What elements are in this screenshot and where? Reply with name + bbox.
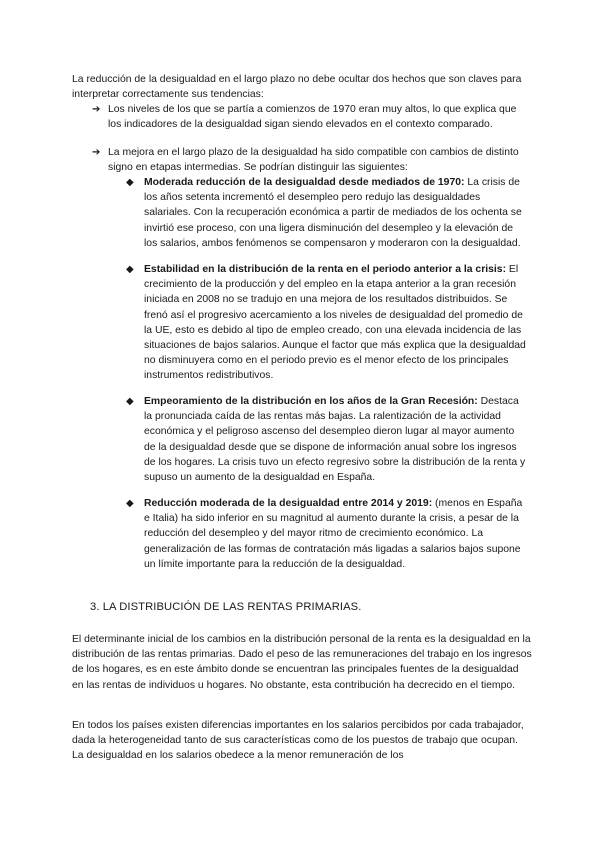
diamond-bullet-icon: ◆ [126, 264, 134, 275]
arrow-right-icon: ➔ [92, 147, 101, 158]
arrow-list-item [92, 145, 532, 175]
diamond-item-text: La crisis de los años setenta incrementó el desempleo pero redujo las desigualdades salariales. Con la recuperación económica a partir de mediados de los ochenta se invirtió ese proceso, con una ligera disminución del desempleo y la elevación de los salarios, ambos fenómenos se compensaron y moderaron con la desigualdad. [144, 177, 522, 249]
arrow-list-item [92, 102, 532, 132]
body-paragraph: En todos los países existen diferencias importantes en los salarios percibidos por cada trabajador, dada la heterogeneidad tanto de sus características como de los puestos de trabajo que ocupan. La desigualdad en los salarios obedece a la menor remuneración de los [72, 720, 524, 762]
diamond-item-title: Reducción moderada de la desigualdad entre 2014 y 2019: [144, 498, 433, 509]
diamond-item-title: Empeoramiento de la distribución en los años de la Gran Recesión: [144, 396, 478, 407]
diamond-item-text: El crecimiento de la producción y del empleo en la etapa anterior a la gran recesión iniciada en 2008 no se tradujo en una mejora de los resultados distribuidos. Se frenó así el progresivo acercamiento a los niveles de desigualdad del promedio de la UE, esto es debido al tipo de empleo creado, con una elevada incidencia de las situaciones de bajos salarios. Aunque el factor que más explica que la desigualdad no disminuyera como en el periodo previo es el menor efecto de los principales instrumentos redistributivos. [144, 264, 526, 382]
diamond-list-item [126, 496, 526, 572]
section-heading: 3. LA DISTRIBUCIÓN DE LAS RENTAS PRIMARIAS. [90, 601, 362, 613]
body-paragraph: El determinante inicial de los cambios en la distribución personal de la renta es la desigualdad en la distribución de las rentas primarias. Dado el peso de las remuneraciones del trabajo en los ingresos de los hogares, es en este ámbito donde se encuentran las principales fuentes de la desigualdad en las rentas de individuos u hogares. No obstante, esta contribución ha decrecido en el tiempo. [72, 634, 532, 691]
diamond-list-item [126, 394, 526, 485]
diamond-item-body [144, 262, 526, 384]
intro-paragraph: La reducción de la desigualdad en el largo plazo no debe ocultar dos hechos que son claves para interpretar correctamente sus tendencias: [72, 74, 522, 101]
diamond-item-body [144, 394, 526, 485]
diamond-bullet-icon: ◆ [126, 396, 134, 407]
diamond-item-text: (menos en España e Italia) ha sido inferior en su magnitud al aumento durante la crisis, a pesar de la reducción del desempleo y del mayor ritmo de crecimiento económico. La generalización de las formas de contratación más ligadas a salarios bajos supone un límite importante para la reducción de la desigualdad. [144, 498, 523, 570]
diamond-item-body [144, 496, 526, 572]
arrow-right-icon: ➔ [92, 104, 101, 115]
diamond-bullet-icon: ◆ [126, 498, 134, 509]
arrow-item-text: Los niveles de los que se partía a comienzos de 1970 eran muy altos, lo que explica que los indicadores de la desigualdad sigan siendo elevados en el contexto comparado. [108, 104, 517, 131]
diamond-bullet-icon: ◆ [126, 177, 134, 188]
diamond-item-text: Destaca la pronunciada caída de las rentas más bajas. La ralentización de la actividad económica y el peligroso ascenso del desempleo dieron lugar al mayor aumento de la desigualdad desde que se dispone de información anual sobre los ingresos de los hogares. La crisis tuvo un efecto regresivo sobre la distribución de la renta y supuso un aumento de la desigualdad en España. [144, 396, 526, 484]
diamond-item-body [144, 175, 526, 251]
diamond-item-title: Estabilidad en la distribución de la renta en el periodo anterior a la crisis: [144, 264, 507, 275]
arrow-item-text: La mejora en el largo plazo de la desigualdad ha sido compatible con cambios de distinto signo en etapas intermedias. Se podrían distinguir las siguientes: [108, 147, 519, 174]
diamond-list-item [126, 175, 526, 251]
diamond-item-title: Moderada reducción de la desigualdad desde mediados de 1970: [144, 177, 465, 188]
diamond-list-item [126, 262, 526, 384]
